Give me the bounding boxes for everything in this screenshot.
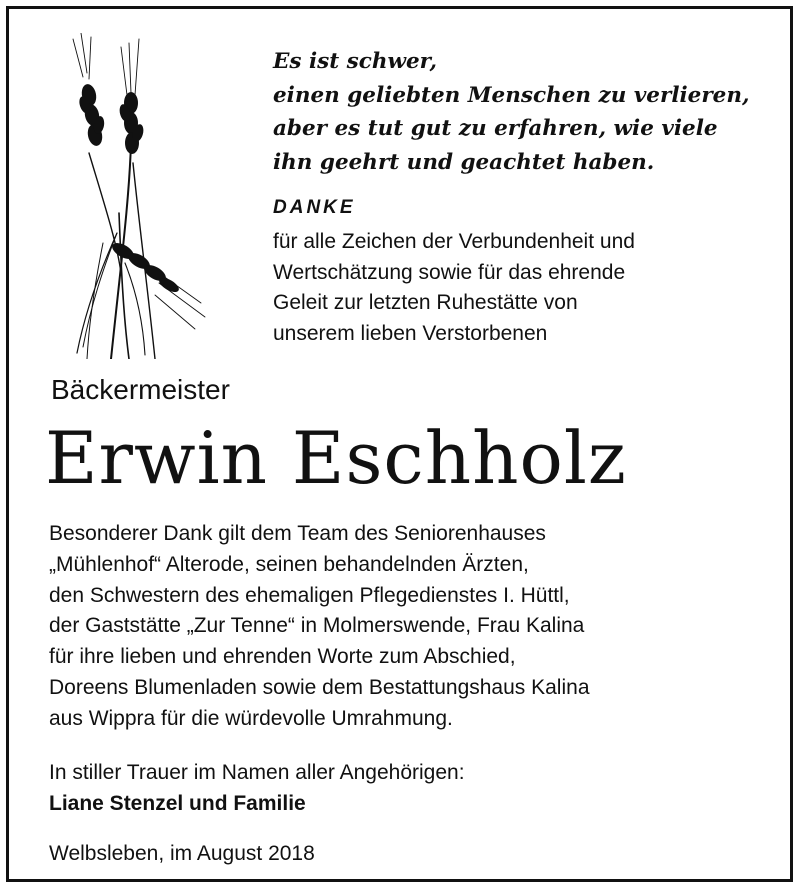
danke-line: Geleit zur letzten Ruhestätte von (273, 291, 578, 314)
thanks-line: „Mühlenhof“ Alterode, seinen behandelnden Ärzten, (49, 552, 529, 576)
quote (273, 45, 785, 179)
danke-line: für alle Zeichen der Verbundenheit und (273, 230, 635, 253)
thanks-line: für ihre lieben und ehrenden Worte zum Abschied, (49, 645, 516, 669)
deceased-name: Erwin Eschholz (45, 416, 627, 500)
quote-line: aber es tut gut zu erfahren, wie viele (273, 116, 718, 141)
thanks-line: aus Wippra für die würdevolle Umrahmung. (49, 706, 453, 730)
place-and-date: Welbsleben, im August 2018 (49, 842, 315, 865)
danke-heading: DANKE (273, 197, 356, 218)
thanks-line: Doreens Blumenladen sowie dem Bestattungshaus Kalina (49, 675, 590, 699)
obituary-notice (6, 6, 793, 882)
danke-text (273, 227, 785, 349)
quote-line: einen geliebten Menschen zu verlieren, (273, 82, 750, 108)
quote-line: Es ist schwer, (273, 49, 437, 74)
thanks-line: der Gaststätte „Zur Tenne“ in Molmerswende, Frau Kalina (49, 614, 585, 638)
wheat-icon (59, 33, 209, 359)
danke-line: Wertschätzung sowie für das ehrende (273, 260, 626, 284)
thanks-line: Besonderer Dank gilt dem Team des Seniorenhauses (49, 522, 546, 545)
deceased-profession: Bäckermeister (51, 374, 230, 405)
family-signature: Liane Stenzel und Familie (49, 792, 306, 815)
mourning-text: In stiller Trauer im Namen aller Angehörigen: (49, 761, 465, 784)
danke-line: unserem lieben Verstorbenen (273, 321, 548, 345)
quote-line: ihn geehrt und geachtet haben. (273, 149, 655, 175)
special-thanks (49, 519, 789, 735)
thanks-line: den Schwestern des ehemaligen Pflegedienstes I. Hüttl, (49, 583, 570, 607)
